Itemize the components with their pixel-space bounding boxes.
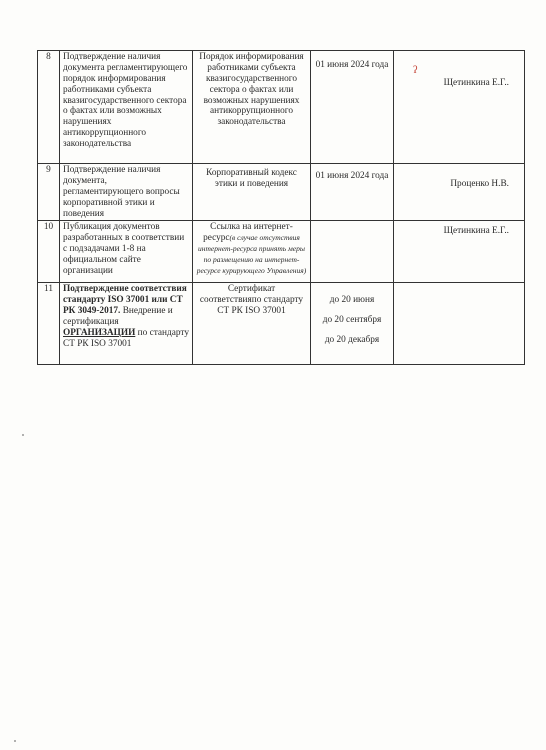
table-row <box>38 283 525 365</box>
task-cell: Публикация документов разработанных в соответствии с подзадачами 1-8 на официальном сайте организации <box>60 221 193 283</box>
date-cell <box>311 164 394 221</box>
plan-table <box>37 50 525 365</box>
row-number: 10 <box>38 221 60 283</box>
result-cell: Порядок информирования работниками субъекта квазигосударственного сектора о фактах или возможных нарушениях антикоррупционного законодательства <box>193 51 311 164</box>
result-main: Ссылка на интернет-ресурс <box>203 222 293 244</box>
deadline-1: до 20 июня <box>329 295 375 306</box>
deadline-3: до 20 декабря <box>324 335 380 346</box>
scan-speck <box>14 740 16 742</box>
responsible-cell <box>394 283 525 365</box>
table-row <box>38 221 525 283</box>
result-cell: Сертификат соответствияпо стандарту СТ РК ISO 37001 <box>193 283 311 365</box>
row-number: 8 <box>38 51 60 164</box>
responsible-cell <box>394 221 525 283</box>
row-number: 9 <box>38 164 60 221</box>
responsible-name: Проценко Н.В. <box>450 179 509 189</box>
date-cell <box>311 221 394 283</box>
table-row <box>38 51 525 164</box>
result-note: (в случае отсутствия интернет-ресурса принять меры по размещению на интернет-ресурсе курирующего Управления) <box>196 233 307 275</box>
result-cell <box>193 221 311 283</box>
date-cell <box>311 283 394 365</box>
date-text: 01 июня 2024 года <box>315 60 389 70</box>
responsible-cell <box>394 164 525 221</box>
scan-speck <box>22 434 24 436</box>
task-org: ОРГАНИЗАЦИИ <box>63 327 136 338</box>
task-cell: Подтверждение наличия документа регламентирующего порядок информирования работниками субъекта квазигосударственного сектора о фактах или возможных нарушениях антикоррупционного законодательства <box>60 51 193 164</box>
result-cell: Корпоративный кодекс этики и поведения <box>193 164 311 221</box>
table-row <box>38 164 525 221</box>
row-number: 11 <box>38 283 60 365</box>
responsible-name: Щетинкина Е.Г.. <box>443 78 509 88</box>
deadline-2: до 20 сентября <box>322 315 382 326</box>
task-bold: Подтверждение соответствия стандарту ISO 37001 или СТ РК 3049-2017. <box>63 284 187 317</box>
date-cell <box>311 51 394 164</box>
task-tail: по стандарту СТ РК ISO 37001 <box>63 327 189 349</box>
responsible-name: Щетинкина Е.Г.. <box>443 226 509 237</box>
task-cell <box>60 283 193 365</box>
task-plain: Внедрение и сертификация <box>63 306 173 327</box>
date-text: 01 июня 2024 года <box>315 171 389 181</box>
red-pen-mark: ʔ <box>413 65 418 76</box>
task-cell: Подтверждение наличия документа, регламентирующего вопросы корпоративной этики и поведения <box>60 164 193 221</box>
